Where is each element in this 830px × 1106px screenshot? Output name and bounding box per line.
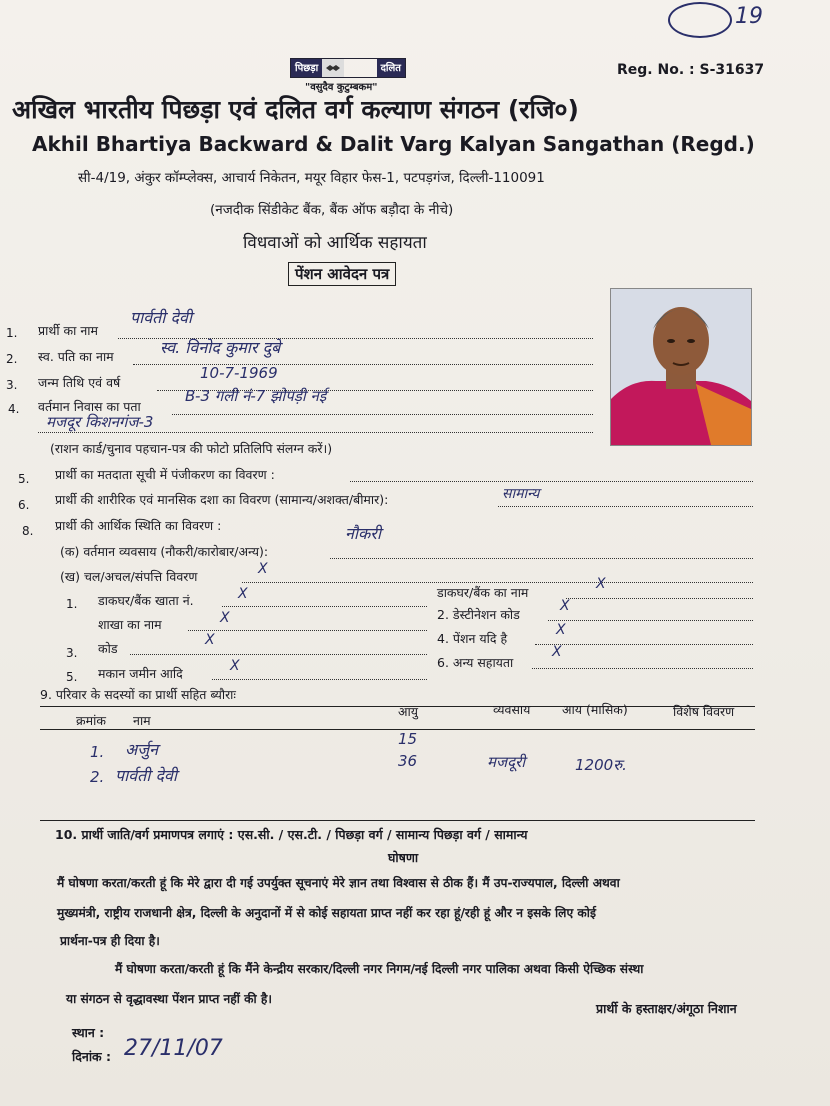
field-8-number: 8. xyxy=(22,524,34,538)
field-1-value[interactable]: पार्वती देवी xyxy=(130,308,193,327)
bank-name-label: डाकघर/बैंक का नाम xyxy=(437,585,529,600)
destination-code-label: 2. डेस्टीनेशन कोड xyxy=(437,607,520,622)
pension-line xyxy=(535,644,753,645)
field-3-value[interactable]: 10-7-1969 xyxy=(200,364,278,382)
family-title: 9. परिवार के सदस्यों का प्रार्थी सहित ब्यौराः xyxy=(40,687,236,702)
row-2-sr[interactable]: 2. xyxy=(90,768,105,786)
header-occupation: व्यवसाय xyxy=(493,702,531,717)
field-8a-label: (क) वर्तमान व्यवसाय (नौकरी/कारोबार/अन्य): xyxy=(60,544,269,559)
logo-right-text: दलित xyxy=(377,59,405,77)
row-1-age[interactable]: 15 xyxy=(398,730,418,748)
org-logo xyxy=(290,58,406,78)
pension-value[interactable]: X xyxy=(556,622,566,638)
caste-line: 10. प्रार्थी जाति/वर्ग प्रमाणपत्र लगाएं : एस.सी. / एस.टी. / पिछड़ा वर्ग / सामान्य पिछड़ा वर्ग / सामान्य xyxy=(55,827,528,842)
code-line xyxy=(130,654,427,655)
stamp-mark xyxy=(668,2,732,38)
title-hindi: अखिल भारतीय पिछड़ा एवं दलित वर्ग कल्याण संगठन (रजि०) xyxy=(12,95,579,124)
other-help-label: 6. अन्य सहायता xyxy=(437,655,514,670)
subject-heading: विधवाओं को आर्थिक सहायता xyxy=(243,233,427,253)
field-6-label: प्रार्थी की शारीरिक एवं मानसिक दशा का विवरण (सामान्य/अशक्त/बीमार): xyxy=(55,492,389,507)
field-4-number: 4. xyxy=(8,402,20,416)
destination-code-value[interactable]: X xyxy=(560,598,570,614)
field-2-number: 2. xyxy=(6,352,18,366)
field-8b-value[interactable]: X xyxy=(258,561,268,577)
declaration-line-2: मुख्यमंत्री, राष्ट्रीय राजधानी क्षेत्र, दिल्ली के अनुदानों में से कोई सहायता प्राप्त नहीं कर रहा हूं/रही हूं और न इसके लिए कोई xyxy=(57,906,596,920)
code-value[interactable]: X xyxy=(205,632,215,648)
declaration-line-4: मैं घोषणा करता/करती हूं कि मैंने केन्द्रीय सरकार/दिल्ली नगर निगम/नई दिल्ली नगर पालिका अथवा किसी ऐच्छिक संस्था xyxy=(115,962,644,976)
logo-left-text: पिछड़ा xyxy=(291,59,322,77)
field-4-line-2 xyxy=(38,432,593,433)
row-1-name[interactable]: अर्जुन xyxy=(125,740,158,759)
other-help-value[interactable]: X xyxy=(552,644,562,660)
reg-number: Reg. No. : S-31637 xyxy=(617,62,765,78)
title-english: Akhil Bhartiya Backward & Dalit Varg Kalyan Sangathan (Regd.) xyxy=(32,132,755,156)
house-row-number: 5. xyxy=(66,670,78,684)
field-6-line xyxy=(498,506,753,507)
row-2-name[interactable]: पार्वती देवी xyxy=(115,766,178,785)
motto: "वसुदैव कुटुम्बकम" xyxy=(305,82,378,93)
bank-row-number: 1. xyxy=(66,597,78,611)
bank-account-value[interactable]: X xyxy=(238,586,248,602)
field-8b-label: (ख) चल/अचल/संपत्ति विवरण xyxy=(60,569,198,584)
branch-value[interactable]: X xyxy=(220,610,230,626)
row-2-occupation[interactable]: मजदूरी xyxy=(487,753,526,771)
branch-line xyxy=(188,630,427,631)
house-label: मकान जमीन आदि xyxy=(98,666,183,681)
header-sr: क्रमांक xyxy=(76,713,106,728)
field-1-number: 1. xyxy=(6,326,18,340)
field-4-value-2[interactable]: मजदूर किशनगंज-3 xyxy=(46,413,154,431)
field-8-label: प्रार्थी की आर्थिक स्थिति का विवरण : xyxy=(55,518,222,533)
row-2-income[interactable]: 1200रु. xyxy=(575,756,627,774)
field-4-label: वर्तमान निवास का पता xyxy=(38,399,141,414)
date-label: दिनांक : xyxy=(72,1049,112,1064)
applicant-photo xyxy=(610,288,752,446)
date-value[interactable]: 27/11/07 xyxy=(124,1036,223,1061)
header-income: आय (मासिक) xyxy=(562,702,628,717)
header-age: आयु xyxy=(398,704,419,719)
declaration-line-3: प्रार्थना-पत्र ही दिया है। xyxy=(60,934,160,948)
code-row-number: 3. xyxy=(66,646,78,660)
signature-label: प्रार्थी के हस्ताक्षर/अंगूठा निशान xyxy=(596,1001,737,1016)
field-4-note: (राशन कार्ड/चुनाव पहचान-पत्र की फोटो प्रतिलिपि संलग्न करें।) xyxy=(50,441,333,456)
declaration-heading: घोषणा xyxy=(388,850,419,865)
bank-account-label: डाकघर/बैंक खाता नं. xyxy=(98,593,194,608)
destination-code-line xyxy=(548,620,753,621)
field-6-value[interactable]: सामान्य xyxy=(502,486,540,502)
field-8a-value[interactable]: नौकरी xyxy=(345,524,382,543)
field-4-line xyxy=(172,414,593,415)
pension-label: 4. पेंशन यदि है xyxy=(437,631,508,646)
house-line xyxy=(212,679,427,680)
bank-account-line xyxy=(222,606,427,607)
declaration-line-1: मैं घोषणा करता/करती हूं कि मेरे द्वारा दी गई उपर्युक्त सूचनाएं मेरे ज्ञान तथा विश्वास से ठीक हैं। मैं उप-राज्यपाल, दिल्ली अथवा xyxy=(57,876,620,890)
field-2-value[interactable]: स्व. विनोद कुमार दुबे xyxy=(160,338,281,357)
form-title: पेंशन आवेदन पत्र xyxy=(288,262,396,286)
field-3-number: 3. xyxy=(6,378,18,392)
field-2-label: स्व. पति का नाम xyxy=(38,349,114,364)
table-bottom-rule xyxy=(40,820,755,821)
stamp-number: 19 xyxy=(735,4,763,29)
field-5-label: प्रार्थी का मतदाता सूची में पंजीकरण का विवरण : xyxy=(55,467,275,482)
field-1-label: प्रार्थी का नाम xyxy=(38,323,99,338)
other-help-line xyxy=(532,668,753,669)
field-8a-line xyxy=(330,558,753,559)
row-1-sr[interactable]: 1. xyxy=(90,743,105,761)
field-5-line xyxy=(350,481,753,482)
place-label: स्थान : xyxy=(72,1025,105,1040)
field-8b-line xyxy=(242,582,753,583)
field-5-number: 5. xyxy=(18,472,30,486)
bank-name-value[interactable]: X xyxy=(596,576,606,592)
header-remarks: विशेष विवरण xyxy=(673,704,735,719)
address: सी-4/19, अंकुर कॉम्प्लेक्स, आचार्य निकेतन, मयूर विहार फेस-1, पटपड़गंज, दिल्ली-110091 xyxy=(78,170,545,186)
row-2-age[interactable]: 36 xyxy=(398,752,418,770)
field-6-number: 6. xyxy=(18,498,30,512)
code-label: कोड xyxy=(98,641,118,656)
header-name: नाम xyxy=(133,713,151,728)
house-value[interactable]: X xyxy=(230,658,240,674)
branch-label: शाखा का नाम xyxy=(98,617,162,632)
bank-name-line xyxy=(566,598,753,599)
field-4-value[interactable]: B-3 गली नं-7 झोपड़ी नई xyxy=(185,387,327,405)
declaration-line-5: या संगठन से वृद्धावस्था पेंशन प्राप्त नहीं की है। xyxy=(66,992,273,1006)
landmark: (नजदीक सिंडीकेट बैंक, बैंक ऑफ बड़ौदा के नीचे) xyxy=(210,202,454,218)
handshake-icon xyxy=(322,59,344,77)
field-3-label: जन्म तिथि एवं वर्ष xyxy=(38,375,121,390)
